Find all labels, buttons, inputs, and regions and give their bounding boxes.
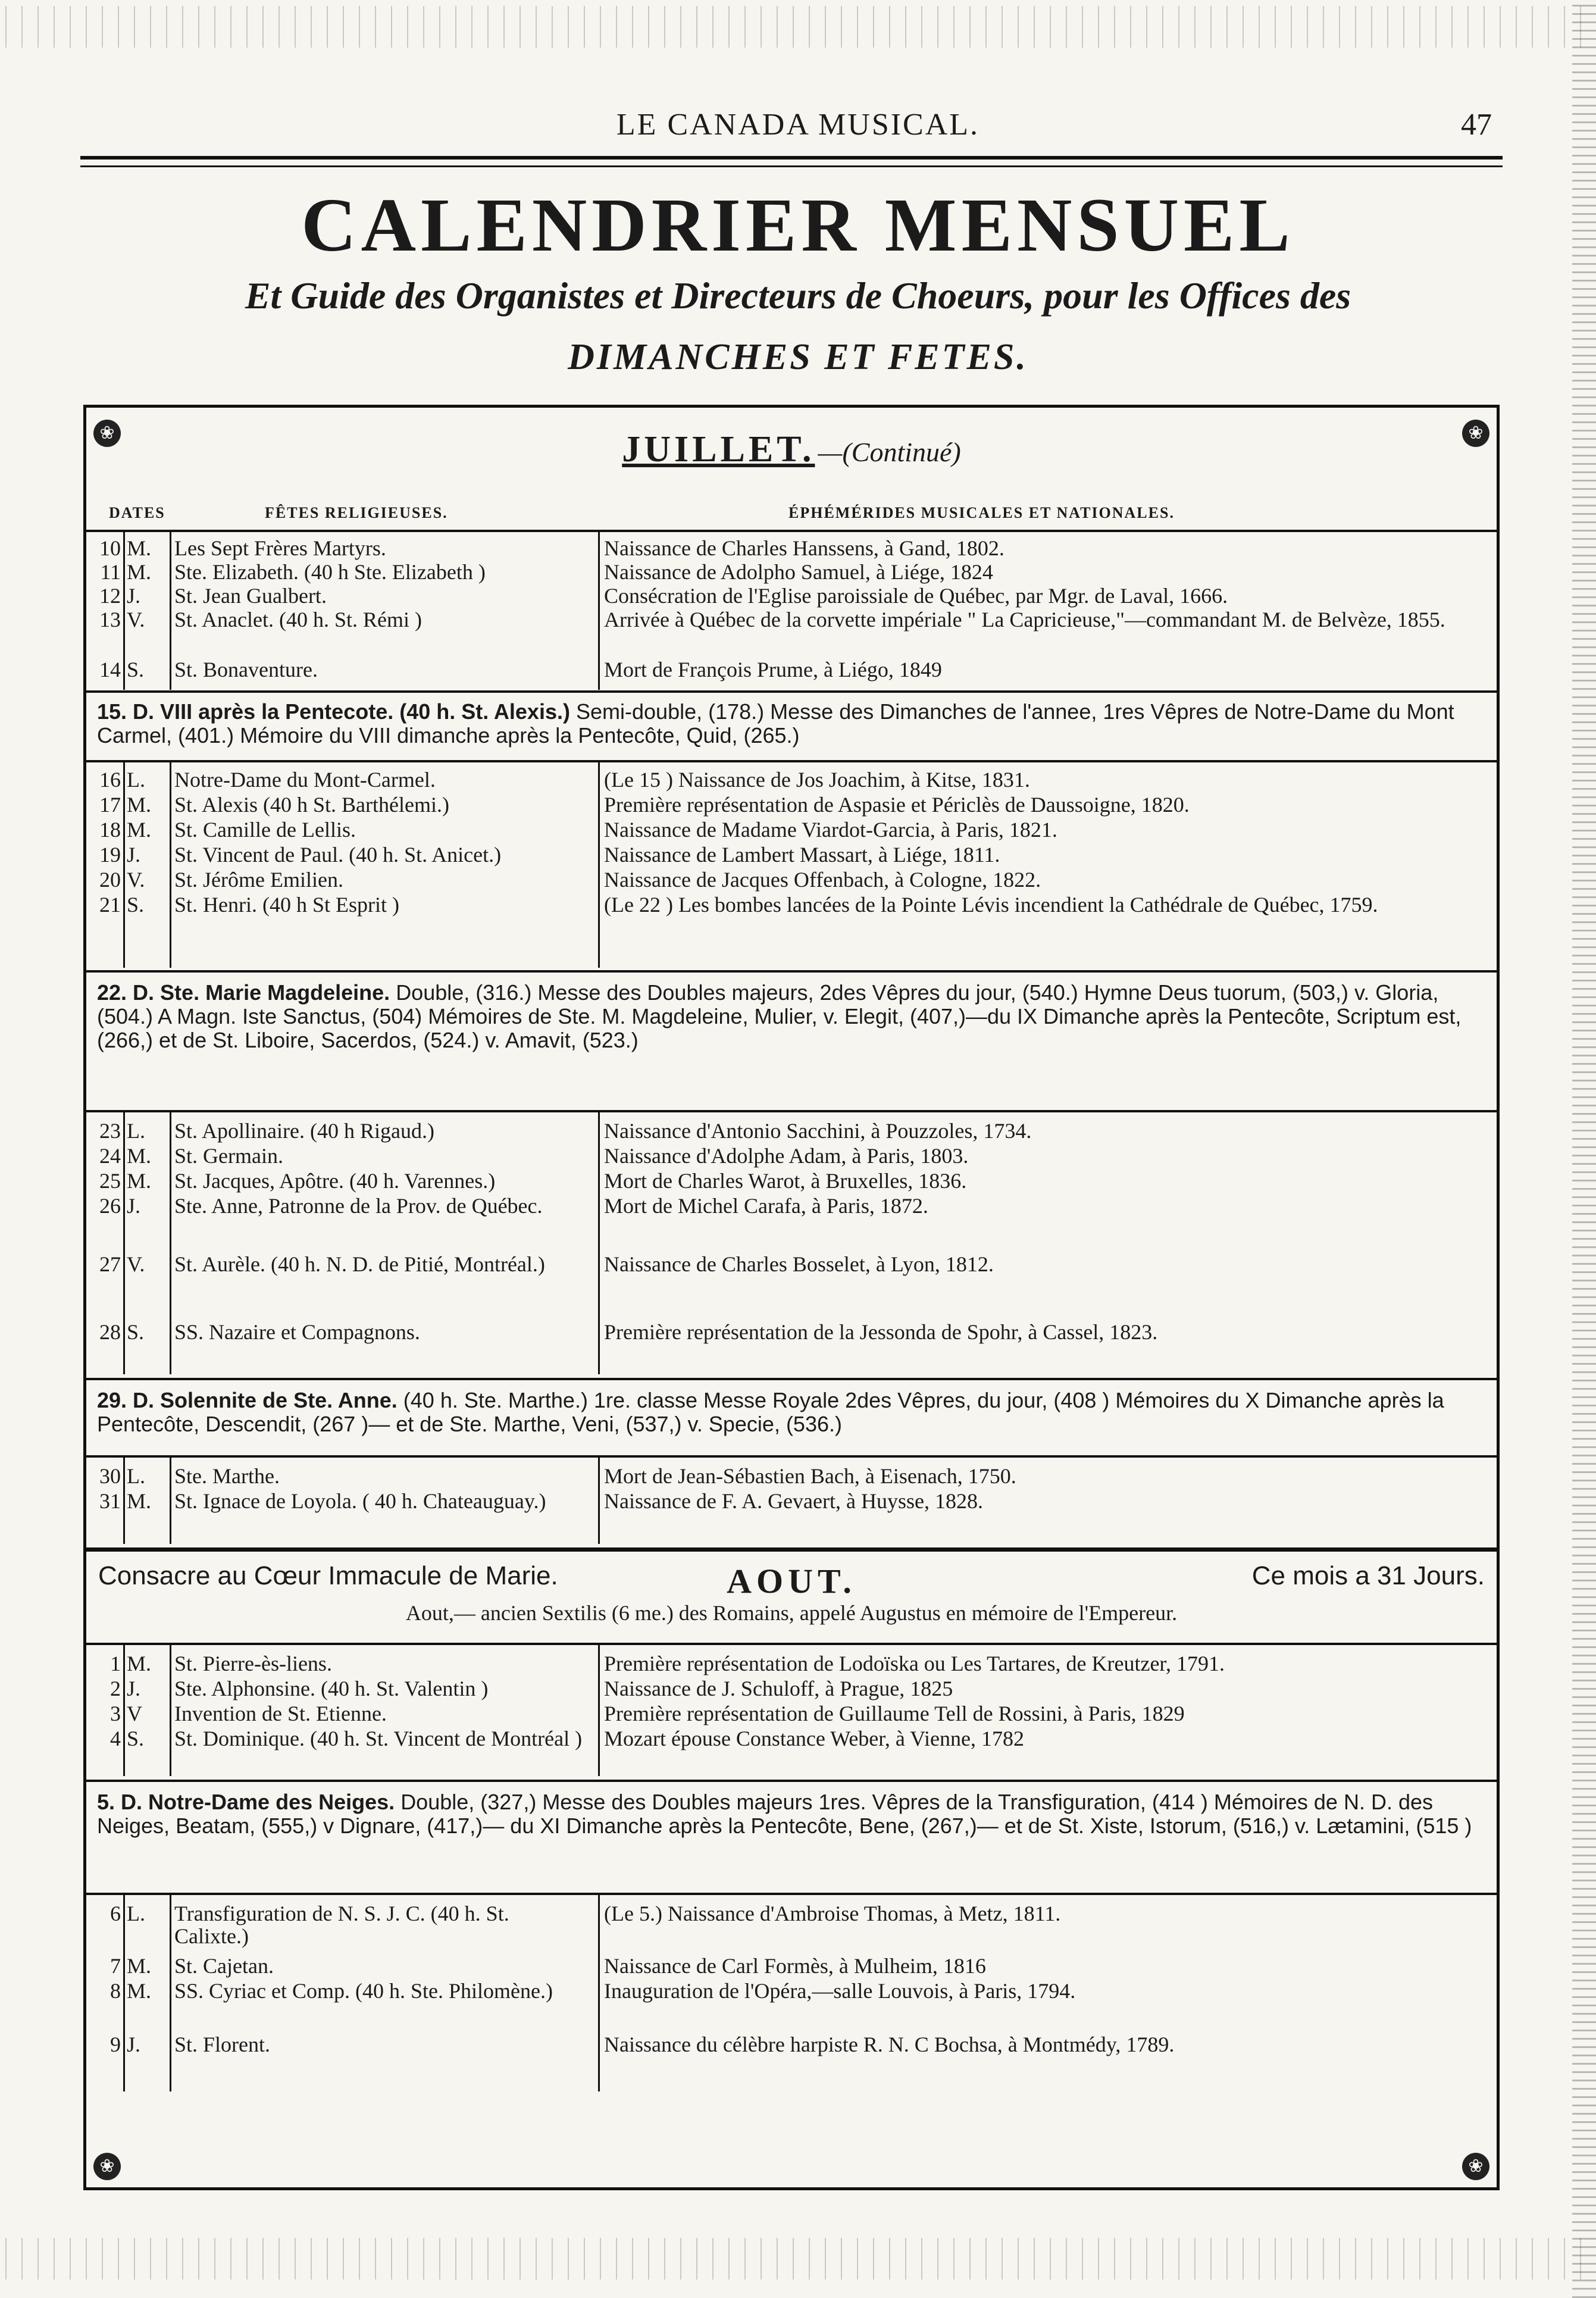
weekday: M.	[127, 793, 152, 817]
date-number: 1	[110, 1652, 121, 1675]
weekday: J.	[127, 2033, 141, 2056]
date-number: 6	[110, 1902, 121, 1925]
sunday-block	[86, 1780, 1497, 1889]
weekday: S.	[127, 1320, 145, 1344]
feast: St. Bonaventure.	[174, 658, 318, 681]
weekday: M.	[127, 1489, 152, 1513]
sunday-text: Double, (327,) Messe des Doubles majeurs 1res. Vêpres de la Transfiguration, (414 ) Mémoires de N. D. des Neiges, Beatam, (555,) v Dignare, (417,)— du XI Dimanche après la Pentecôte, Bene, (267,)— et de St. Xiste, Istorum, (516,) v. Lætamini, (515 )	[97, 1790, 1472, 1838]
august-week-block	[86, 1893, 1497, 2091]
feast: St. Anaclet. (40 h. St. Rémi )	[174, 608, 422, 631]
month-continued: —(Continué)	[818, 437, 961, 467]
column-rule	[598, 1458, 600, 1544]
date-number: 20	[99, 868, 121, 892]
col-dates: DATES	[109, 504, 165, 521]
weekday: S.	[127, 658, 145, 681]
weekday: M.	[127, 1144, 152, 1168]
weekday: M.	[127, 560, 152, 584]
feast: Les Sept Frères Martyrs.	[174, 536, 386, 560]
date-number: 7	[110, 1954, 121, 1978]
ornament-icon: ❀	[93, 2153, 121, 2180]
column-rule	[123, 762, 125, 968]
weekday: M.	[127, 1979, 152, 2003]
date-number: 13	[99, 608, 121, 631]
feast: St. Aurèle. (40 h. N. D. de Pitié, Montréal.)	[174, 1252, 545, 1276]
header-rule	[80, 156, 1503, 160]
ephemeris: Naissance de F. A. Gevaert, à Huysse, 1828.	[604, 1489, 983, 1513]
july-week-block	[86, 530, 1497, 690]
column-rule	[123, 1645, 125, 1776]
weekday: L.	[127, 768, 145, 792]
weekday: L.	[127, 1902, 145, 1925]
date-number: 10	[99, 536, 121, 560]
sunday-entry	[97, 700, 1484, 748]
date-number: 17	[99, 793, 121, 817]
column-rule	[170, 1645, 171, 1776]
july-week-block	[86, 1455, 1497, 1544]
ephemeris: Mort de François Prume, à Liégo, 1849	[604, 658, 942, 681]
date-number: 3	[110, 1702, 121, 1725]
column-rule	[170, 1112, 171, 1374]
column-rule	[598, 1645, 600, 1776]
date-number: 25	[99, 1169, 121, 1193]
month-name: JUILLET.	[622, 429, 815, 470]
sunday-heading: 15. D. VIII après la Pentecote. (40 h. St. Alexis.)	[97, 699, 570, 724]
column-rule	[170, 762, 171, 968]
sunday-block	[86, 1378, 1497, 1452]
feast: Transfiguration de N. S. J. C. (40 h. St. Calixte.)	[174, 1902, 509, 1948]
ornament-icon: ❀	[1462, 2153, 1489, 2180]
sunday-block	[86, 970, 1497, 1106]
august-heading	[86, 1547, 1497, 1641]
date-number: 14	[99, 658, 121, 681]
date-number: 31	[99, 1489, 121, 1513]
feast: St. Jacques, Apôtre. (40 h. Varennes.)	[174, 1169, 496, 1193]
journal-title: LE CANADA MUSICAL.	[616, 108, 980, 142]
date-number: 11	[100, 560, 121, 584]
page-subtitle-2: DIMANCHES ET FETES.	[568, 337, 1028, 377]
month-heading-july	[86, 429, 1497, 471]
feast: SS. Cyriac et Comp. (40 h. Ste. Philomène.)	[174, 1979, 553, 2003]
feast: Notre-Dame du Mont-Carmel.	[174, 768, 436, 792]
feast: St. Jérôme Emilien.	[174, 868, 343, 892]
weekday: V.	[127, 868, 145, 892]
ornament-icon: ❀	[1462, 420, 1489, 447]
weekday: S.	[127, 1727, 145, 1750]
august-day-count: Ce mois a 31 Jours.	[1251, 1561, 1485, 1590]
feast: Ste. Anne, Patronne de la Prov. de Québec.	[174, 1194, 543, 1218]
august-dedication: Consacre au Cœur Immacule de Marie.	[98, 1561, 558, 1590]
date-number: 19	[99, 843, 121, 867]
feast: St. Ignace de Loyola. ( 40 h. Chateauguay.)	[174, 1489, 546, 1513]
weekday: L.	[127, 1464, 145, 1488]
column-rule	[170, 1895, 171, 2091]
feast: St. Cajetan.	[174, 1954, 274, 1978]
date-number: 9	[110, 2033, 121, 2056]
date-number: 28	[99, 1320, 121, 1344]
print-noise-top	[0, 6, 1596, 48]
feast: St. Dominique. (40 h. St. Vincent de Montréal )	[174, 1727, 583, 1750]
column-rule	[123, 1895, 125, 2091]
feast: St. Camille de Lellis.	[174, 818, 356, 842]
ephemeris: Mort de Jean-Sébastien Bach, à Eisenach, 1750.	[604, 1464, 1016, 1488]
ephemeris: (Le 5.) Naissance d'Ambroise Thomas, à Metz, 1811.	[604, 1902, 1061, 1925]
feast: St. Vincent de Paul. (40 h. St. Anicet.)	[174, 843, 502, 867]
page-subtitle: Et Guide des Organistes et Directeurs de Choeurs, pour les Offices des	[245, 274, 1351, 317]
feast: SS. Nazaire et Compagnons.	[174, 1320, 420, 1344]
date-number: 23	[99, 1119, 121, 1143]
date-number: 12	[99, 584, 121, 608]
col-ephemerides: ÉPHÉMÉRIDES MUSICALES ET NATIONALES.	[788, 504, 1175, 521]
feast: St. Florent.	[174, 2033, 271, 2056]
sunday-entry	[97, 981, 1484, 1052]
weekday: V.	[127, 1252, 145, 1276]
ephemeris: Naissance de Charles Hanssens, à Gand, 1802.	[604, 536, 1004, 560]
weekday: V	[127, 1702, 142, 1725]
weekday: M.	[127, 1652, 152, 1675]
weekday: S.	[127, 893, 145, 917]
ephemeris: Naissance de Madame Viardot-Garcia, à Paris, 1821.	[604, 818, 1057, 842]
ephemeris: Première représentation de Lodoïska ou Les Tartares, de Kreutzer, 1791.	[604, 1652, 1225, 1675]
ephemeris: Naissance de Charles Bosselet, à Lyon, 1812.	[604, 1252, 994, 1276]
date-number: 4	[110, 1727, 121, 1750]
feast: St. Alexis (40 h St. Barthélemi.)	[174, 793, 449, 817]
ephemeris: Consécration de l'Eglise paroissiale de Québec, par Mgr. de Laval, 1666.	[604, 584, 1228, 608]
ornament-icon: ❀	[93, 420, 121, 447]
column-rule	[123, 1112, 125, 1374]
sunday-text: Double, (316.) Messe des Doubles majeurs, 2des Vêpres du jour, (540.) Hymne Deus tuorum, (503,) v. Gloria, (504.) A Magn. Iste Sanctus, (504) Mémoires de Ste. M. Magdeleine, Mulier, v. Elegit, (407,)—du IX Dimanche après la Pentecôte, Scriptum est, (266,) et de St. Liboire, Sacerdos, (524.) v. Amavit, (523.)	[97, 980, 1462, 1052]
header-rule-thin	[80, 165, 1503, 167]
feast: St. Germain.	[174, 1144, 283, 1168]
ephemeris: Première représentation de Guillaume Tell de Rossini, à Paris, 1829	[604, 1702, 1185, 1725]
sunday-heading: 29. D. Solennite de Ste. Anne.	[97, 1388, 398, 1412]
feast: St. Jean Gualbert.	[174, 584, 327, 608]
weekday: V.	[127, 608, 145, 631]
column-rule	[598, 1112, 600, 1374]
date-number: 18	[99, 818, 121, 842]
page-title: CALENDRIER MENSUEL	[301, 183, 1295, 267]
ephemeris: (Le 15 ) Naissance de Jos Joachim, à Kitse, 1831.	[604, 768, 1030, 792]
feast: St. Apollinaire. (40 h Rigaud.)	[174, 1119, 434, 1143]
ephemeris: (Le 22 ) Les bombes lancées de la Pointe Lévis incendient la Cathédrale de Québec, 1759.	[604, 893, 1378, 917]
weekday: M.	[127, 1954, 152, 1978]
feast: Ste. Elizabeth. (40 h Ste. Elizabeth )	[174, 560, 486, 584]
sunday-heading: 22. D. Ste. Marie Magdeleine.	[97, 980, 390, 1005]
column-rule	[170, 532, 171, 690]
date-number: 26	[99, 1194, 121, 1218]
july-week-block	[86, 760, 1497, 968]
sunday-heading: 5. D. Notre-Dame des Neiges.	[97, 1790, 395, 1814]
date-number: 24	[99, 1144, 121, 1168]
weekday: M.	[127, 536, 152, 560]
feast: Ste. Alphonsine. (40 h. St. Valentin )	[174, 1677, 489, 1700]
column-rule	[170, 1458, 171, 1544]
ephemeris: Première représentation de la Jessonda de Spohr, à Cassel, 1823.	[604, 1320, 1158, 1344]
running-header	[0, 101, 1596, 149]
weekday: J.	[127, 584, 141, 608]
feast: St. Pierre-ès-liens.	[174, 1652, 332, 1675]
ephemeris: Mort de Charles Warot, à Bruxelles, 1836.	[604, 1169, 967, 1193]
ephemeris: Naissance de Lambert Massart, à Liége, 1811.	[604, 843, 1000, 867]
date-number: 27	[99, 1252, 121, 1276]
column-headers	[86, 497, 1497, 527]
date-number: 30	[99, 1464, 121, 1488]
column-rule	[598, 762, 600, 968]
ephemeris: Naissance de J. Schuloff, à Prague, 1825	[604, 1677, 953, 1700]
page-number: 47	[1461, 108, 1492, 142]
weekday: M.	[127, 1169, 152, 1193]
column-rule	[598, 1895, 600, 2091]
ephemeris: Naissance de Adolpho Samuel, à Liége, 1824	[604, 560, 993, 584]
ephemeris: Naissance d'Antonio Sacchini, à Pouzzoles, 1734.	[604, 1119, 1032, 1143]
weekday: L.	[127, 1119, 145, 1143]
sunday-entry	[97, 1389, 1484, 1436]
weekday: J.	[127, 1194, 141, 1218]
sunday-text: Semi-double, (178.) Messe des Dimanches de l'annee, 1res Vêpres de Notre-Dame du Mont Carmel, (401.) Mémoire du VIII dimanche après la Pentecôte, Quid, (265.)	[97, 699, 1454, 748]
print-noise-bottom	[0, 2238, 1596, 2280]
month-name: AOUT.	[727, 1562, 856, 1600]
weekday: M.	[127, 818, 152, 842]
ephemeris: Naissance de Carl Formès, à Mulheim, 1816	[604, 1954, 986, 1978]
date-number: 8	[110, 1979, 121, 2003]
feast: Invention de St. Etienne.	[174, 1702, 387, 1725]
july-week-block	[86, 1110, 1497, 1374]
ephemeris: Naissance de Jacques Offenbach, à Cologne, 1822.	[604, 868, 1041, 892]
col-fetes: FÊTES RELIGIEUSES.	[265, 504, 448, 521]
date-number: 2	[110, 1677, 121, 1700]
column-rule	[123, 532, 125, 690]
weekday: J.	[127, 1677, 141, 1700]
sunday-text: (40 h. Ste. Marthe.) 1re. classe Messe Royale 2des Vêpres, du jour, (408 ) Mémoires du X Dimanche après la Pentecôte, Descendit, (267 )— et de Ste. Marthe, Veni, (537,) v. Specie, (536.)	[97, 1388, 1444, 1436]
date-number: 21	[99, 893, 121, 917]
ephemeris: Naissance d'Adolphe Adam, à Paris, 1803.	[604, 1144, 969, 1168]
weekday: J.	[127, 843, 141, 867]
ephemeris: Mozart épouse Constance Weber, à Vienne, 1782	[604, 1727, 1024, 1750]
calendar-frame	[83, 405, 1500, 2190]
column-rule	[123, 1458, 125, 1544]
ephemeris: Naissance du célèbre harpiste R. N. C Bochsa, à Montmédy, 1789.	[604, 2033, 1175, 2056]
feast: St. Henri. (40 h St Esprit )	[174, 893, 399, 917]
ephemeris: Mort de Michel Carafa, à Paris, 1872.	[604, 1194, 928, 1218]
august-note: Aout,— ancien Sextilis (6 me.) des Romains, appelé Augustus en mémoire de l'Empereur.	[405, 1601, 1178, 1625]
ephemeris: Arrivée à Québec de la corvette impériale " La Capricieuse,"—commandant M. de Belvèze, 1855.	[604, 608, 1445, 631]
column-rule	[598, 532, 600, 690]
date-number: 16	[99, 768, 121, 792]
sunday-block	[86, 690, 1497, 758]
feast: Ste. Marthe.	[174, 1464, 280, 1488]
ephemeris: Inauguration de l'Opéra,—salle Louvois, à Paris, 1794.	[604, 1979, 1076, 2003]
sunday-entry	[97, 1790, 1484, 1838]
ephemeris: Première représentation de Aspasie et Périclès de Daussoigne, 1820.	[604, 793, 1190, 817]
august-week-block	[86, 1643, 1497, 1776]
